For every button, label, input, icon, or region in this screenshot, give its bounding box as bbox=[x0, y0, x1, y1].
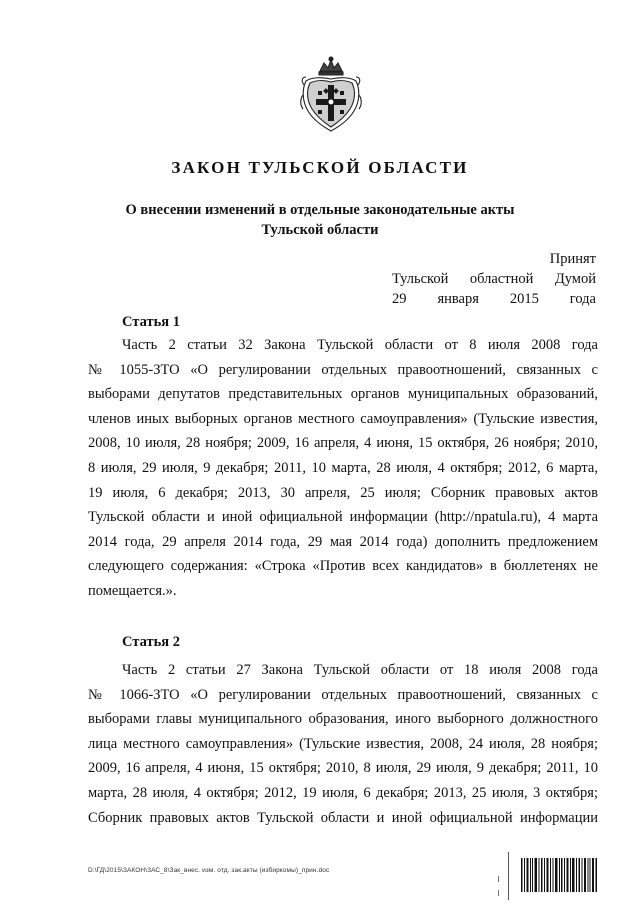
adopted-month: января bbox=[437, 291, 479, 307]
adopted-by-word-3: Думой bbox=[554, 271, 596, 287]
article-2-text bbox=[88, 658, 598, 830]
article-1-line: Тульской области и иной официальной информации (http://npatula.ru), 4 марта bbox=[88, 509, 598, 526]
adopted-date-line bbox=[392, 289, 596, 309]
adopted-year-word: года bbox=[569, 291, 596, 307]
adopted-by-line bbox=[392, 269, 596, 289]
margin-tick bbox=[498, 890, 499, 896]
article-2-line: № 1066-ЗТО «О регулировании отдельных правоотношений, связанных с bbox=[88, 686, 598, 703]
article-1-line: Часть 2 статьи 32 Закона Тульской области от 8 июля 2008 года bbox=[122, 337, 598, 353]
article-1-line: 2008, 10 июля, 28 ноября; 2009, 16 апреля, 4 июня, 15 октября, 26 ноября; 2010, bbox=[88, 435, 598, 452]
article-1-heading: Статья 1 bbox=[122, 314, 180, 330]
subtitle-line-2: Тульской области bbox=[261, 222, 379, 238]
coat-of-arms-emblem bbox=[300, 55, 362, 133]
article-2-line: Часть 2 статьи 27 Закона Тульской области от 18 июля 2008 года bbox=[122, 662, 598, 678]
article-1-line: 8 июля, 29 июля, 9 декабря; 2011, 10 марта, 28 июля, 4 октября; 2012, 6 марта, bbox=[88, 459, 598, 476]
article-1-line: № 1055-ЗТО «О регулировании отдельных правоотношений, связанных с bbox=[88, 361, 598, 378]
adopted-year: 2015 bbox=[509, 291, 539, 307]
adopted-label: Принят bbox=[549, 251, 596, 267]
margin-rule bbox=[508, 852, 509, 900]
article-1-line: помещается.». bbox=[88, 582, 177, 599]
article-1-line: 19 июля, 6 декабря; 2013, 30 апреля, 25 июля; Сборник правовых актов bbox=[88, 484, 598, 501]
barcode-image bbox=[521, 858, 597, 892]
article-2-line: 2009, 16 апреля, 4 июня, 15 октября; 2010, 8 июля, 29 июля, 9 декабря; 2011, 10 bbox=[88, 760, 598, 777]
article-1-line: следующего содержания: «Строка «Против всех кандидатов» в бюллетенях не bbox=[88, 558, 598, 575]
file-path-footer: D:\ГД\2015\ЗАКОН\ЗАС_8\Зак_внес. изм. отд. зак.акты (избиркомы)_прин.doc bbox=[88, 867, 330, 874]
article-1-line: 2014 года, 29 апреля 2014 года, 29 мая 2014 года) дополнить предложением bbox=[88, 533, 598, 550]
document-subtitle bbox=[0, 200, 640, 240]
adopted-by-word-2: областной bbox=[469, 271, 534, 287]
article-2-heading: Статья 2 bbox=[122, 634, 180, 650]
adoption-block bbox=[392, 249, 596, 309]
article-2-line: лица местного самоуправления» (Тульские известия, 2008, 24 июля, 28 ноября; bbox=[88, 735, 598, 752]
subtitle-line-1: О внесении изменений в отдельные законодательные акты bbox=[125, 202, 515, 218]
adopted-day: 29 bbox=[392, 291, 407, 307]
document-title: ЗАКОН ТУЛЬСКОЙ ОБЛАСТИ bbox=[171, 158, 469, 177]
article-1-line: членов иных выборных органов местного самоуправления» (Тульские известия, bbox=[88, 410, 598, 427]
adopted-by-word-1: Тульской bbox=[392, 271, 449, 287]
article-1-text bbox=[88, 333, 598, 604]
article-2-line: марта, 28 июля, 4 октября; 2012, 19 июля, 6 декабря; 2013, 25 июля, 3 октября; bbox=[88, 784, 598, 801]
article-1-line: выборами депутатов представительных органов муниципальных образований, bbox=[88, 386, 598, 403]
article-2-line: Сборник правовых актов Тульской области и иной официальной информации bbox=[88, 809, 598, 826]
article-2-line: выборами главы муниципального образования, иного выборного должностного bbox=[88, 711, 598, 728]
margin-tick bbox=[498, 876, 499, 882]
